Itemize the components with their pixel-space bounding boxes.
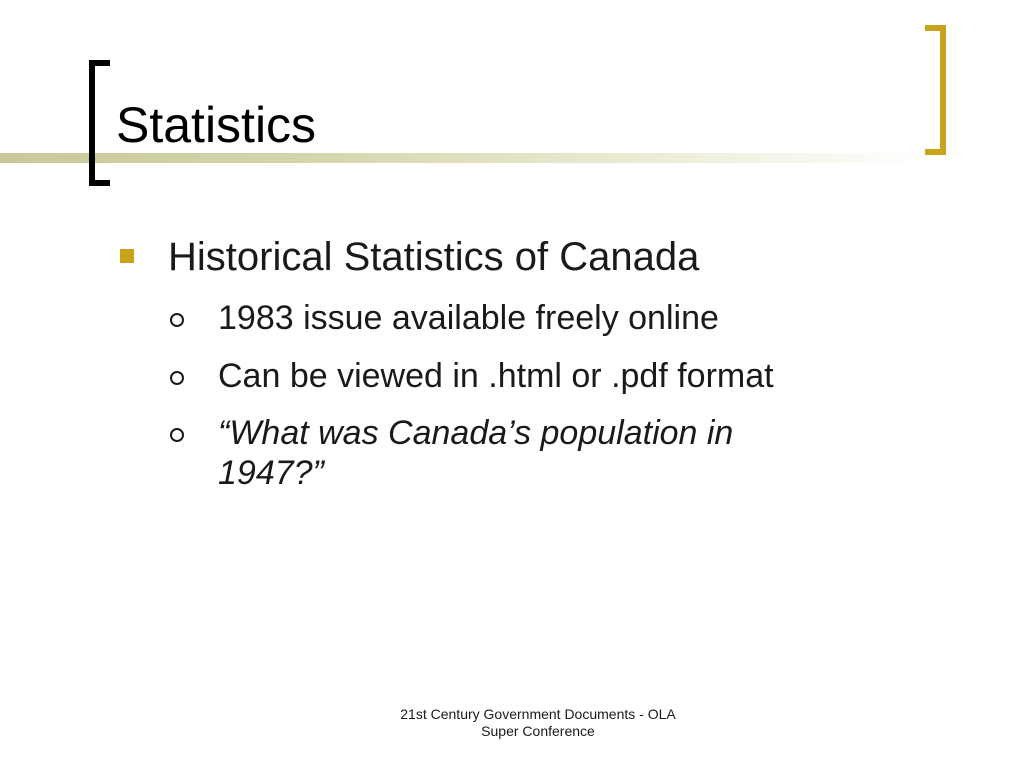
sub-bullet-text: 1983 issue available freely online bbox=[218, 299, 719, 337]
bullet-text: Historical Statistics of Canada bbox=[168, 235, 700, 279]
slide-footer bbox=[360, 706, 716, 740]
slide-title: Statistics bbox=[116, 97, 317, 153]
title-underline-rule bbox=[0, 153, 930, 163]
circle-bullet-icon bbox=[170, 313, 184, 327]
footer-line-2: Super Conference bbox=[481, 723, 595, 739]
square-bullet-icon bbox=[120, 249, 134, 263]
footer-line-1: 21st Century Government Documents - OLA bbox=[400, 706, 676, 722]
left-bracket-icon bbox=[88, 60, 110, 186]
circle-bullet-icon bbox=[170, 428, 184, 442]
right-bracket-icon bbox=[925, 25, 947, 155]
circle-bullet-icon bbox=[170, 371, 184, 385]
sub-bullet-question-text: “What was Canada’s population in 1947?” bbox=[218, 414, 734, 492]
sub-bullet-text: Can be viewed in .html or .pdf format bbox=[218, 357, 774, 395]
